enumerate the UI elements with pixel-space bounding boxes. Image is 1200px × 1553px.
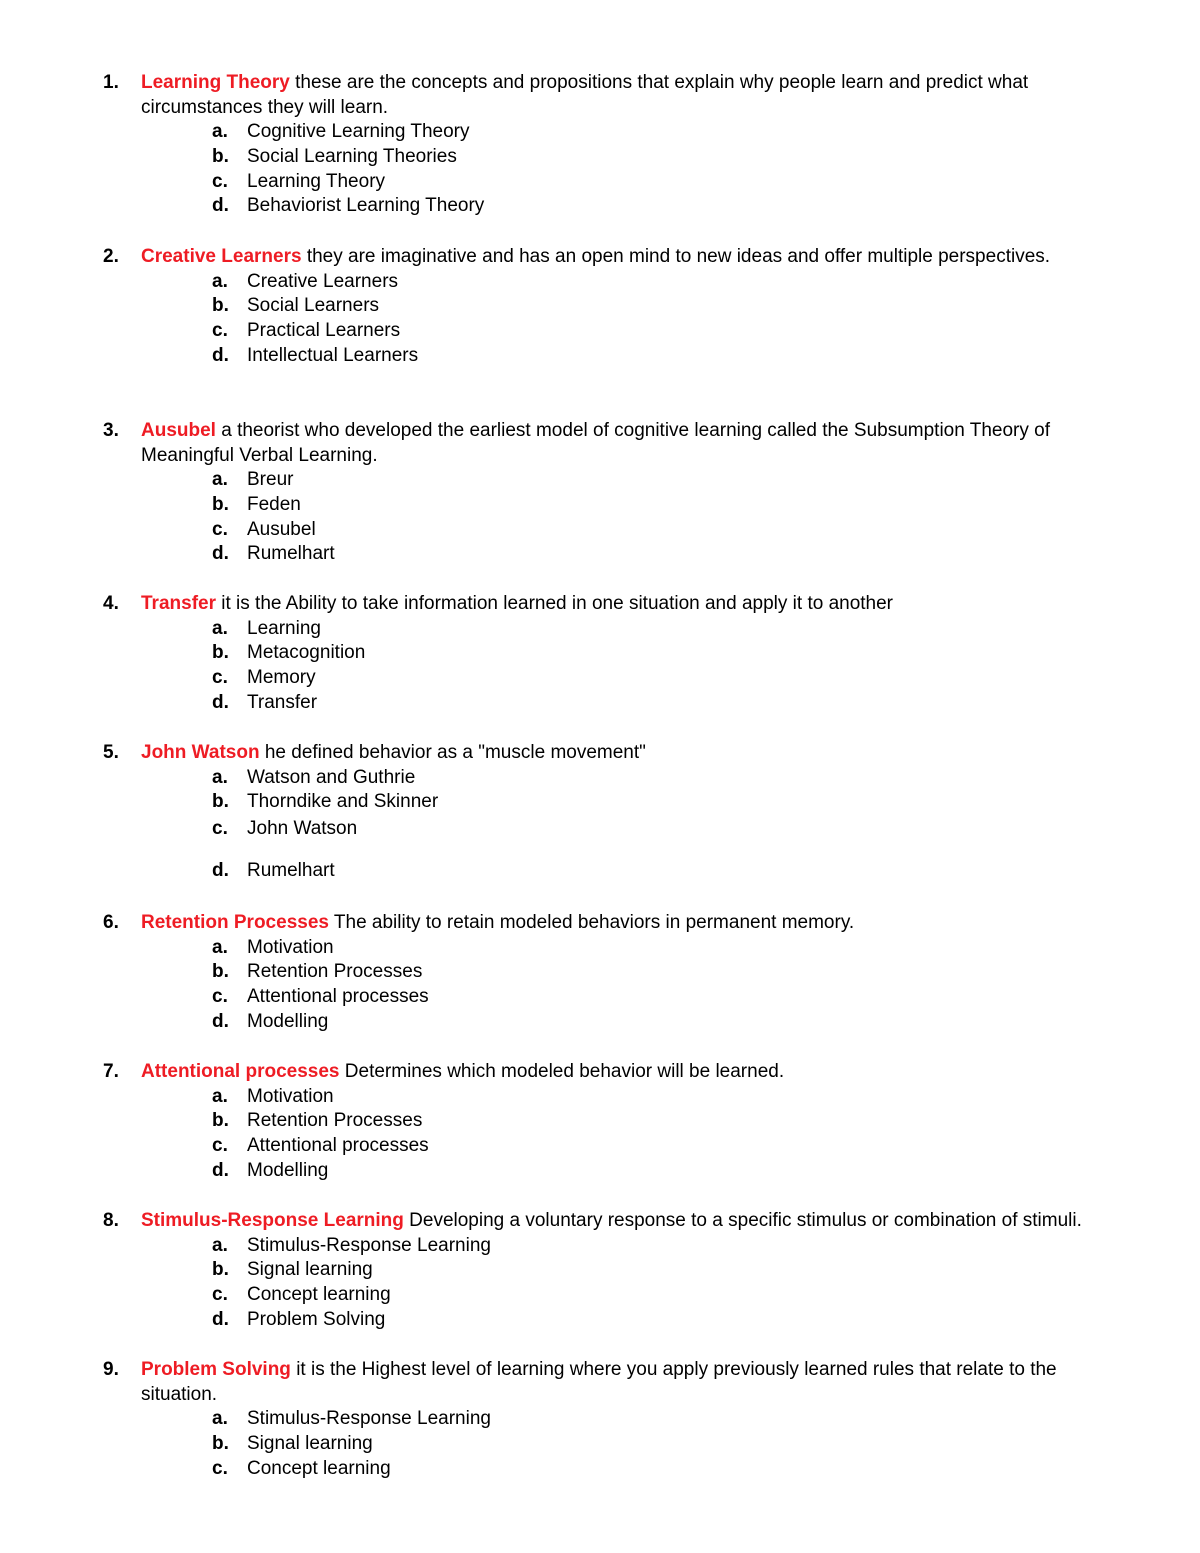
option-b <box>0 641 1200 666</box>
option-letter: a. <box>212 617 228 639</box>
question-stem <box>0 1060 1131 1085</box>
option-text: Watson and Guthrie <box>247 766 416 788</box>
answer-term: Retention Processes <box>141 912 329 933</box>
option-text: Motivation <box>247 936 334 958</box>
option-letter: b. <box>212 1259 229 1281</box>
option-list <box>0 1234 1200 1333</box>
option-text: Cognitive Learning Theory <box>247 121 470 143</box>
option-letter: d. <box>212 691 229 713</box>
option-letter: a. <box>212 1408 228 1430</box>
option-letter: b. <box>212 642 229 664</box>
option-text: Modelling <box>247 1159 329 1181</box>
option-c <box>0 518 1200 543</box>
option-text: Metacognition <box>247 642 366 664</box>
option-d <box>0 542 1200 567</box>
option-b <box>0 1109 1200 1134</box>
answer-term: Stimulus-Response Learning <box>141 1210 404 1231</box>
option-letter: a. <box>212 1085 228 1107</box>
option-text: Signal learning <box>247 1433 373 1455</box>
option-text: Modelling <box>247 1010 329 1032</box>
question-stem <box>0 245 1131 270</box>
option-letter: c. <box>212 1135 228 1157</box>
question-number: 5. <box>103 742 119 763</box>
option-letter: c. <box>212 1457 228 1479</box>
option-text: Rumelhart <box>247 860 335 882</box>
option-text: Intellectual Learners <box>247 344 419 366</box>
option-c <box>0 1134 1200 1159</box>
question-number: 9. <box>103 1359 119 1380</box>
question-text: The ability to retain modeled behaviors in permanent memory. <box>328 912 855 933</box>
question-stem <box>0 1358 1131 1407</box>
option-letter: c. <box>212 320 228 342</box>
option-letter: d. <box>212 1010 229 1032</box>
option-letter: a. <box>212 766 228 788</box>
question-number: 8. <box>103 1210 119 1231</box>
option-text: Social Learners <box>247 295 380 317</box>
option-d <box>0 344 1200 369</box>
question-4 <box>0 592 1200 715</box>
question-1 <box>0 71 1200 219</box>
option-list <box>0 617 1200 716</box>
option-list <box>0 270 1200 369</box>
option-b <box>0 493 1200 518</box>
answer-term: Attentional processes <box>141 1061 340 1082</box>
option-c <box>0 817 1200 859</box>
option-d <box>0 691 1200 716</box>
option-b <box>0 1432 1200 1457</box>
option-letter: a. <box>212 1234 228 1256</box>
option-a <box>0 1234 1200 1259</box>
question-6 <box>0 911 1200 1034</box>
option-c <box>0 666 1200 691</box>
option-d <box>0 1159 1200 1184</box>
option-letter: d. <box>212 195 229 217</box>
option-list <box>0 468 1200 567</box>
question-5 <box>0 741 1200 884</box>
option-letter: d. <box>212 860 229 882</box>
option-a <box>0 1407 1200 1432</box>
option-letter: d. <box>212 344 229 366</box>
option-letter: a. <box>212 270 228 292</box>
option-text: Social Learning Theories <box>247 146 457 168</box>
option-text: John Watson <box>247 818 358 840</box>
question-text: Developing a voluntary response to a specific stimulus or combination of stimuli. <box>403 1210 1082 1231</box>
option-letter: b. <box>212 494 229 516</box>
option-list <box>0 1085 1200 1184</box>
question-3 <box>0 419 1200 567</box>
option-text: Memory <box>247 667 316 689</box>
option-text: Thorndike and Skinner <box>247 791 439 813</box>
option-text: Attentional processes <box>247 1135 429 1157</box>
option-text: Ausubel <box>247 518 316 540</box>
option-b <box>0 960 1200 985</box>
option-letter: a. <box>212 121 228 143</box>
question-7 <box>0 1060 1200 1183</box>
option-text: Concept learning <box>247 1284 391 1306</box>
question-text: it is the Highest level of learning where you apply previously learned rules that relate to the situation. <box>141 1359 1057 1405</box>
option-text: Motivation <box>247 1085 334 1107</box>
option-letter: c. <box>212 518 228 540</box>
option-a <box>0 617 1200 642</box>
answer-term: Problem Solving <box>141 1359 291 1380</box>
question-number: 7. <box>103 1061 119 1082</box>
question-stem <box>0 741 1131 766</box>
option-a <box>0 766 1200 791</box>
question-stem <box>0 419 1131 468</box>
option-text: Learning Theory <box>247 170 386 192</box>
question-number: 6. <box>103 912 119 933</box>
option-letter: d. <box>212 1159 229 1181</box>
option-text: Problem Solving <box>247 1308 386 1330</box>
option-text: Stimulus-Response Learning <box>247 1408 491 1430</box>
question-2 <box>0 245 1200 368</box>
question-stem <box>0 71 1131 120</box>
option-letter: c. <box>212 667 228 689</box>
option-letter: d. <box>212 1308 229 1330</box>
question-number: 3. <box>103 420 119 441</box>
question-text: it is the Ability to take information learned in one situation and apply it to another <box>215 593 894 614</box>
question-number: 2. <box>103 246 119 267</box>
option-a <box>0 1085 1200 1110</box>
option-text: Concept learning <box>247 1457 391 1479</box>
option-text: Signal learning <box>247 1259 373 1281</box>
question-text: he defined behavior as a "muscle movement" <box>259 742 646 763</box>
option-a <box>0 468 1200 493</box>
option-letter: c. <box>212 170 228 192</box>
option-c <box>0 985 1200 1010</box>
question-text: a theorist who developed the earliest model of cognitive learning called the Subsumption Theory of Meaningful Verbal Learning. <box>141 420 1050 466</box>
question-8 <box>0 1209 1200 1332</box>
option-text: Stimulus-Response Learning <box>247 1234 491 1256</box>
answer-term: Creative Learners <box>141 246 302 267</box>
question-text: these are the concepts and propositions that explain why people learn and predict what circumstances they will learn. <box>141 72 1029 118</box>
option-a <box>0 270 1200 295</box>
option-c <box>0 1457 1200 1482</box>
question-stem <box>0 911 1131 936</box>
question-stem <box>0 592 1131 617</box>
option-letter: b. <box>212 295 229 317</box>
option-list <box>0 1407 1200 1481</box>
option-text: Creative Learners <box>247 270 399 292</box>
option-text: Behaviorist Learning Theory <box>247 195 485 217</box>
option-letter: a. <box>212 469 228 491</box>
option-text: Attentional processes <box>247 986 429 1008</box>
question-text: Determines which modeled behavior will be learned. <box>339 1061 785 1082</box>
option-text: Rumelhart <box>247 543 335 565</box>
option-letter: c. <box>212 986 228 1008</box>
option-text: Learning <box>247 617 321 639</box>
option-text: Transfer <box>247 691 318 713</box>
option-text: Retention Processes <box>247 1110 423 1132</box>
option-letter: d. <box>212 543 229 565</box>
option-letter: c. <box>212 818 228 840</box>
option-letter: b. <box>212 961 229 983</box>
option-list <box>0 936 1200 1035</box>
option-d <box>0 194 1200 219</box>
question-number: 4. <box>103 593 119 614</box>
option-d <box>0 859 1200 884</box>
question-stem <box>0 1209 1131 1234</box>
option-c <box>0 170 1200 195</box>
option-list <box>0 120 1200 219</box>
option-letter: a. <box>212 936 228 958</box>
option-c <box>0 1283 1200 1308</box>
option-a <box>0 120 1200 145</box>
option-b <box>0 294 1200 319</box>
option-letter: b. <box>212 1110 229 1132</box>
option-b <box>0 1258 1200 1283</box>
option-a <box>0 936 1200 961</box>
option-text: Retention Processes <box>247 961 423 983</box>
answer-term: John Watson <box>141 742 260 763</box>
option-d <box>0 1308 1200 1333</box>
option-text: Practical Learners <box>247 320 401 342</box>
option-letter: b. <box>212 1433 229 1455</box>
option-c <box>0 319 1200 344</box>
option-letter: c. <box>212 1284 228 1306</box>
question-text: they are imaginative and has an open mind to new ideas and offer multiple perspectives. <box>301 246 1051 267</box>
option-list <box>0 766 1200 884</box>
option-text: Feden <box>247 494 301 516</box>
option-b <box>0 790 1200 817</box>
question-9 <box>0 1358 1200 1481</box>
option-text: Breur <box>247 469 294 491</box>
option-letter: b. <box>212 791 229 813</box>
answer-term: Learning Theory <box>141 72 290 93</box>
option-d <box>0 1010 1200 1035</box>
option-letter: b. <box>212 146 229 168</box>
answer-term: Transfer <box>141 593 216 614</box>
option-b <box>0 145 1200 170</box>
answer-term: Ausubel <box>141 420 216 441</box>
question-number: 1. <box>103 72 119 93</box>
